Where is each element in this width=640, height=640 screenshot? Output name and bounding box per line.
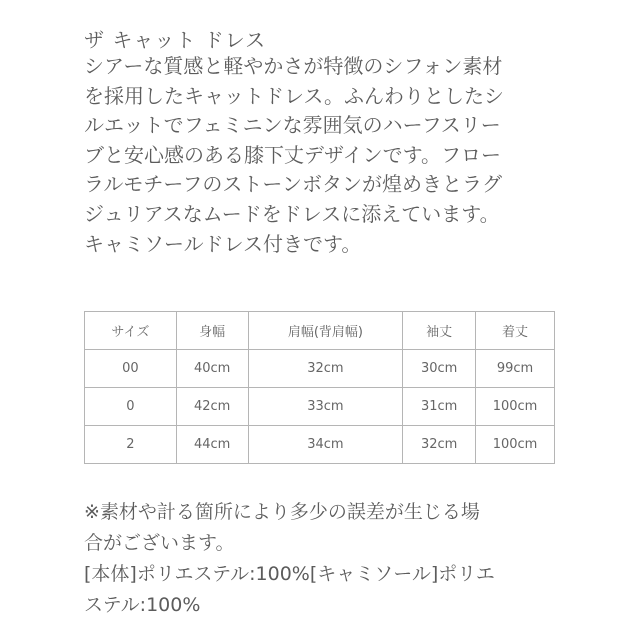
header-size: サイズ	[85, 312, 177, 350]
table-cell: 100cm	[476, 388, 555, 426]
table-cell: 31cm	[403, 388, 476, 426]
description-line: シアーな質感と軽やかさが特徴のシフォン素材	[84, 54, 503, 78]
table-cell: 32cm	[403, 426, 476, 464]
table-cell: 34cm	[248, 426, 403, 464]
product-description	[84, 52, 584, 259]
table-row	[85, 426, 555, 464]
description-line: ブと安心感のある膝下丈デザインです。フロー	[84, 142, 501, 167]
table-row	[85, 388, 555, 426]
table-cell: 30cm	[403, 350, 476, 388]
size-table	[84, 311, 555, 464]
note-line: ※素材や計る箇所により多少の誤差が生じる場	[84, 501, 480, 523]
table-cell: 40cm	[176, 350, 248, 388]
description-line: ジュリアスなムードをドレスに添えています。	[84, 201, 500, 226]
table-header-row	[85, 312, 555, 350]
description-line: ルエットでフェミニンな雰囲気のハーフスリー	[84, 113, 501, 138]
header-body-width: 身幅	[176, 312, 248, 350]
header-sleeve-length: 袖丈	[403, 312, 476, 350]
header-total-length: 着丈	[476, 312, 555, 350]
note-line: [本体]ポリエステル:100%[キャミソール]ポリエ	[84, 563, 495, 585]
measurement-note	[84, 497, 604, 621]
product-title: ザ キャット ドレス	[84, 28, 267, 52]
table-cell: 2	[85, 426, 177, 464]
description-line: ラルモチーフのストーンボタンが煌めきとラグ	[84, 172, 502, 197]
table-cell: 32cm	[248, 350, 403, 388]
table-cell: 0	[85, 388, 177, 426]
table-cell: 42cm	[176, 388, 248, 426]
table-cell: 33cm	[248, 388, 403, 426]
table-cell: 00	[85, 350, 177, 388]
table-cell: 100cm	[476, 426, 555, 464]
table-cell: 99cm	[476, 350, 555, 388]
note-line: ステル:100%	[84, 594, 201, 616]
description-line: を採用したキャットドレス。ふんわりとしたシ	[84, 83, 504, 108]
table-row	[85, 350, 555, 388]
note-line: 合がございます。	[84, 532, 235, 554]
header-shoulder-width: 肩幅(背肩幅)	[248, 312, 403, 350]
description-line: キャミソールドレス付きです。	[84, 231, 362, 256]
table-cell: 44cm	[176, 426, 248, 464]
